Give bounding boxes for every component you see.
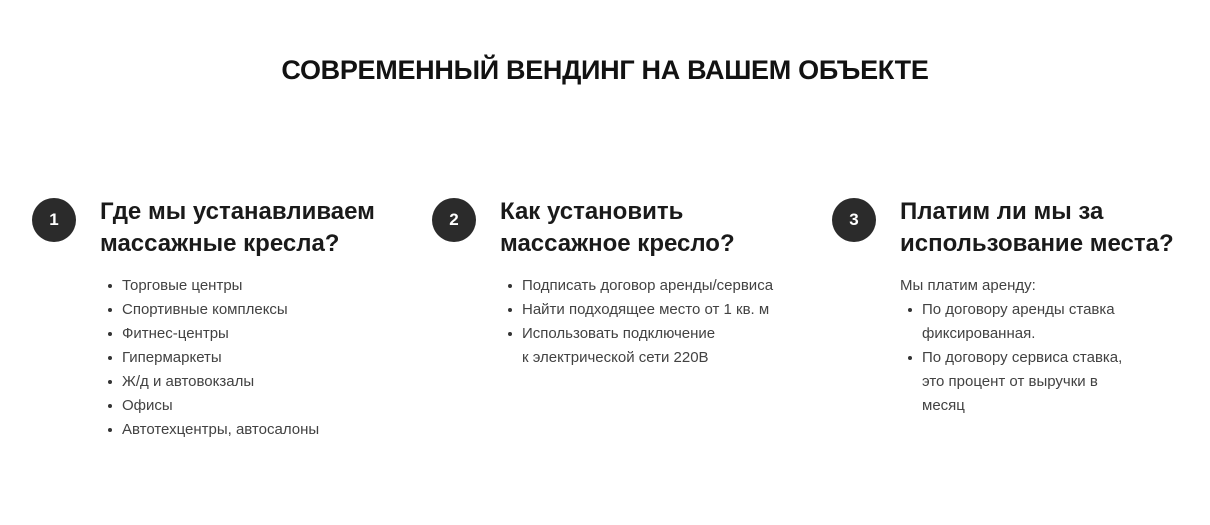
column-list <box>500 274 832 370</box>
step-number-badge: 1 <box>32 198 76 242</box>
step-number-badge: 2 <box>432 198 476 242</box>
vending-section <box>0 54 1210 525</box>
column-heading: Как установить массажное кресло? <box>500 198 735 257</box>
column-list <box>900 298 1210 418</box>
column-heading: Где мы устанавливаем массажные кресла? <box>100 198 375 257</box>
column-heading: Платим ли мы за использование места? <box>900 198 1174 257</box>
list-item: Подписать договор аренды/сервиса <box>500 274 810 298</box>
list-item: Офисы <box>100 394 432 418</box>
list-item: Фитнес-центры <box>100 322 432 346</box>
column-list <box>100 274 432 442</box>
list-item: Гипермаркеты <box>100 346 432 370</box>
list-item: Торговые центры <box>100 274 432 298</box>
step-number-badge: 3 <box>832 198 876 242</box>
list-item: Использовать подключение к электрической сети 220В <box>500 322 810 370</box>
list-item: Найти подходящее место от 1 кв. м <box>500 298 810 322</box>
steps-row <box>0 196 1210 442</box>
intro-text: Мы платим аренду: <box>900 277 1036 294</box>
section-title: СОВРЕМЕННЫЙ ВЕНДИНГ НА ВАШЕМ ОБЪЕКТЕ <box>281 55 929 85</box>
step-column-how <box>432 196 832 442</box>
list-item: По договору сервиса ставка, это процент от выручки в месяц <box>900 346 1140 418</box>
list-item: По договору аренды ставка фиксированная. <box>900 298 1140 346</box>
list-item: Автотехцентры, автосалоны <box>100 418 432 442</box>
list-item: Спортивные комплексы <box>100 298 432 322</box>
step-column-payment <box>832 196 1210 442</box>
step-column-where <box>32 196 432 442</box>
list-item: Ж/д и автовокзалы <box>100 370 432 394</box>
